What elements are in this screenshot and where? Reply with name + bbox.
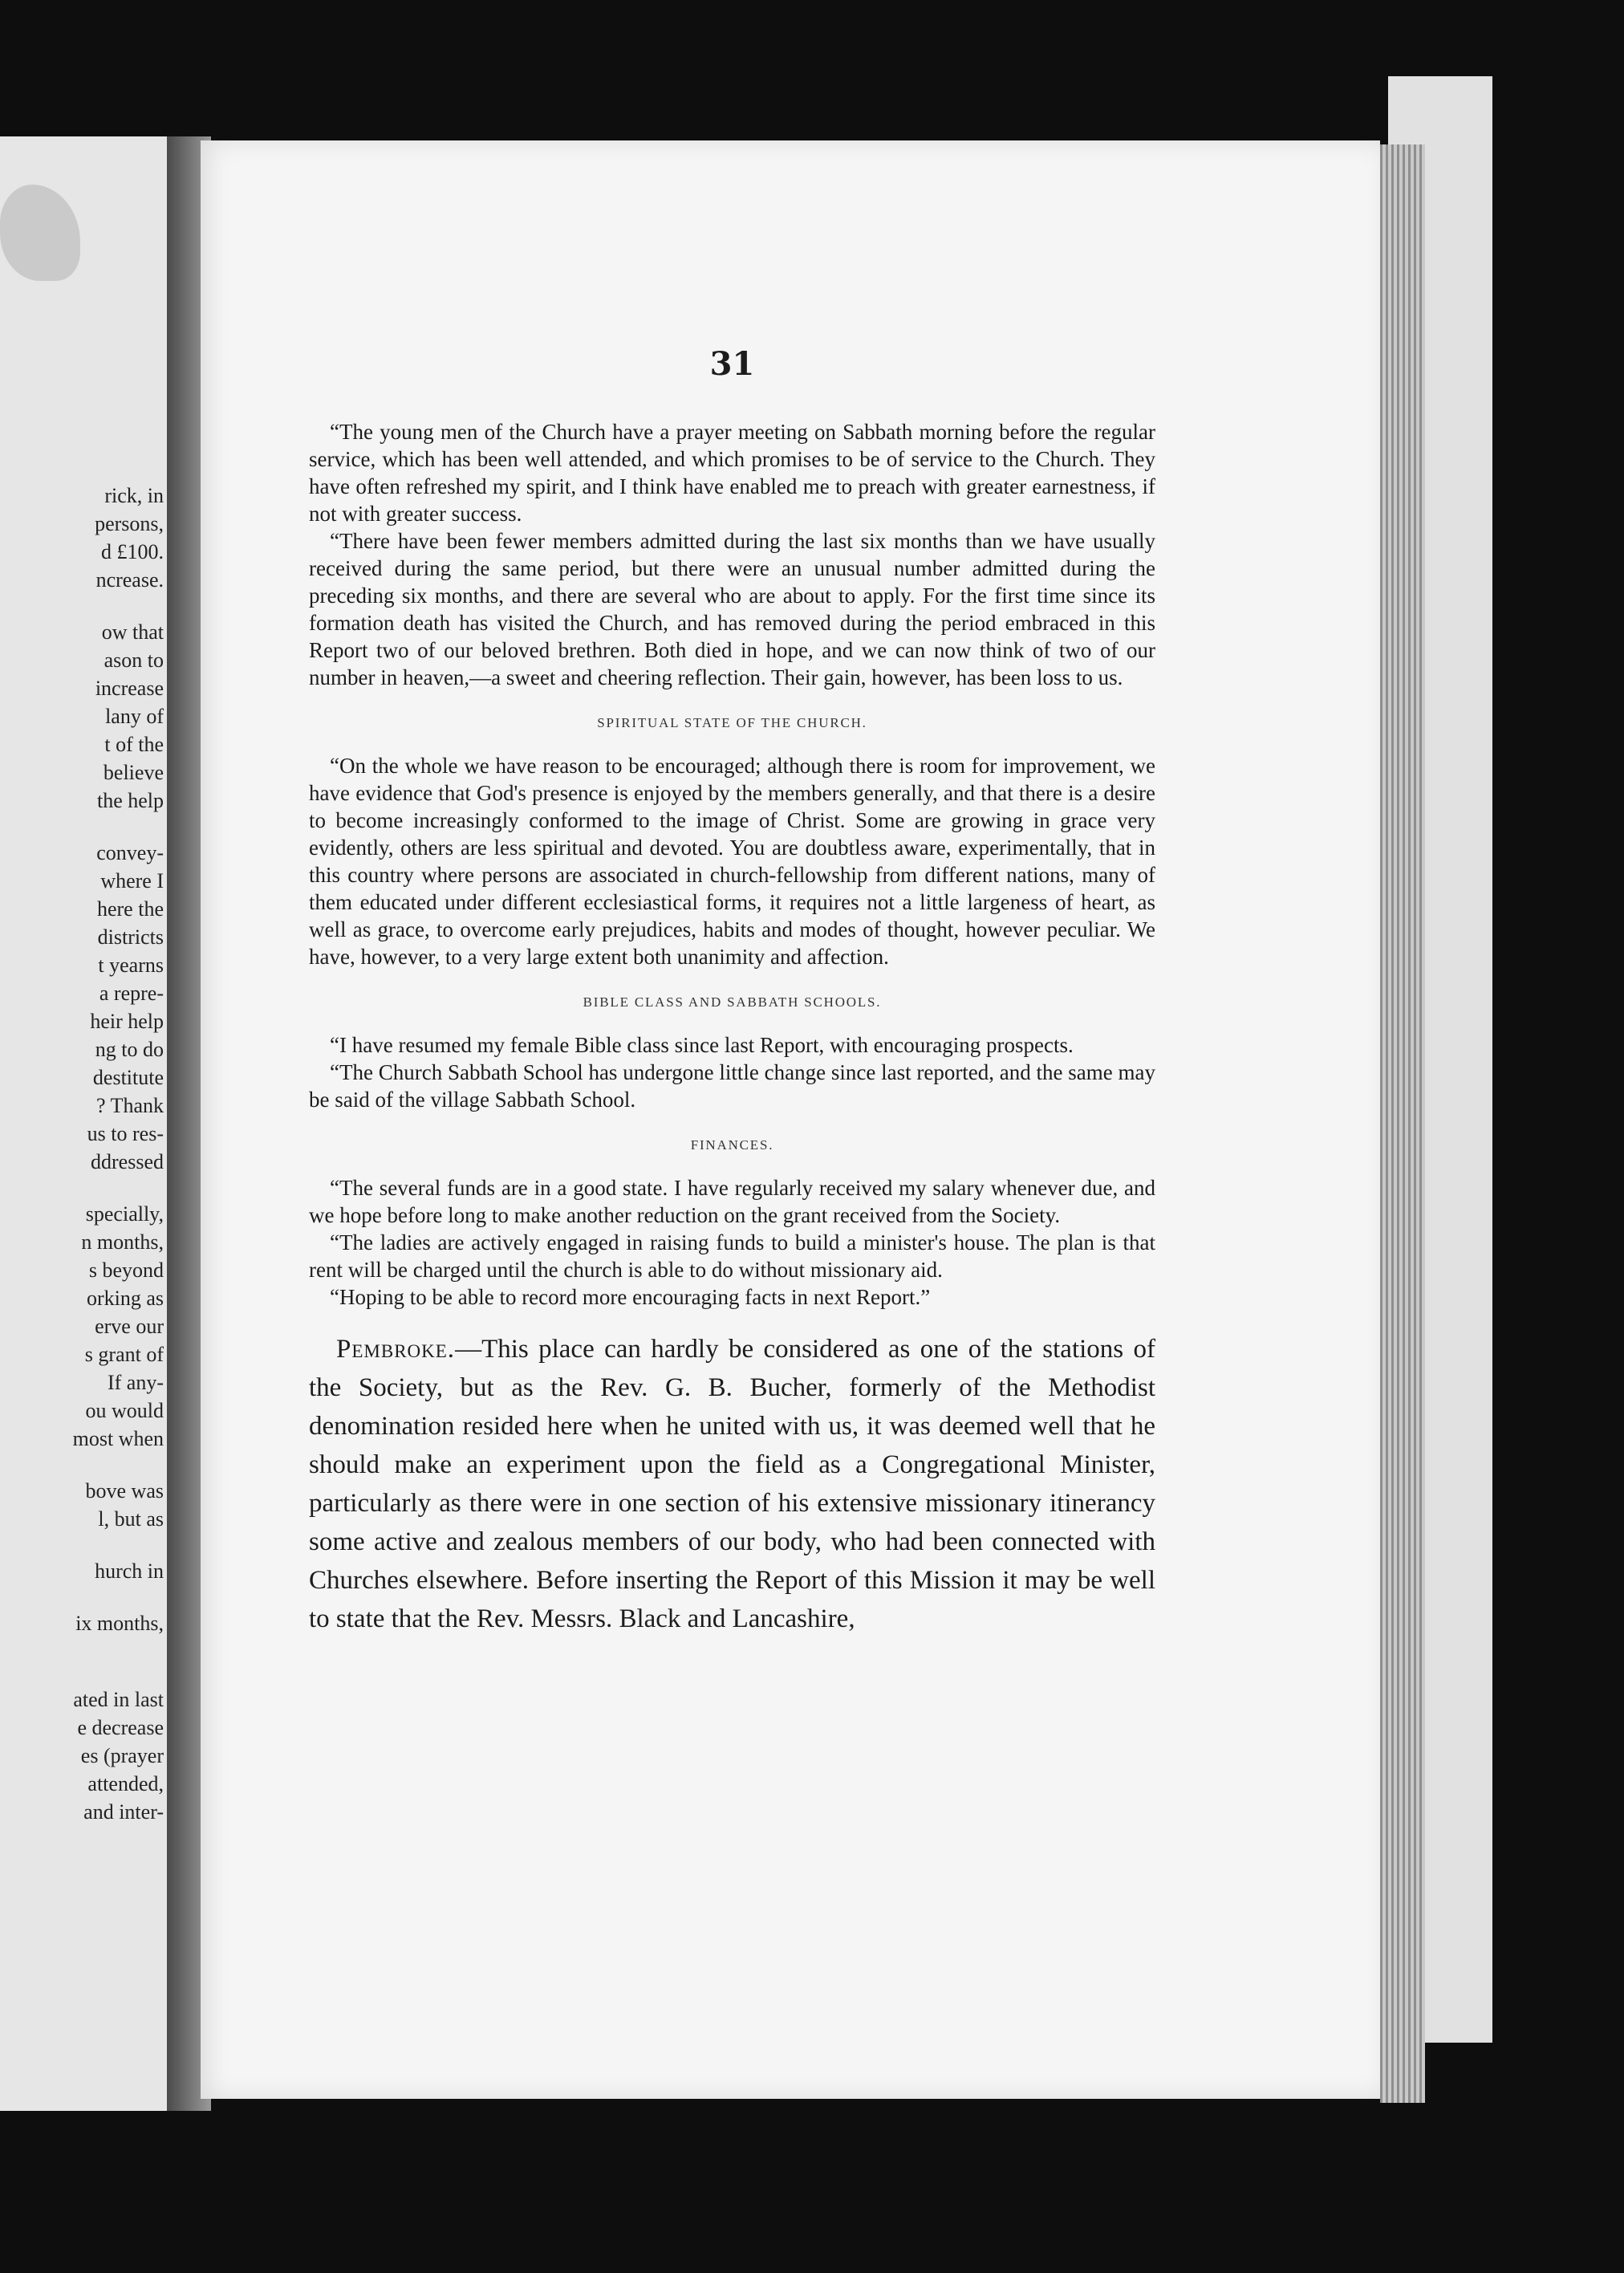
- left-page-gap: [0, 1176, 168, 1200]
- left-page-line: ng to do: [95, 1038, 164, 1061]
- left-page-line: rick, in: [104, 484, 164, 507]
- left-page-line: t of the: [104, 733, 164, 756]
- left-page-line: lany of: [105, 705, 164, 728]
- report-paragraph: “On the whole we have reason to be encouraged; although there is room for improvement, we have evidence that God's presence is enjoyed by the members generally, and that there is a desire to become increasingly conformed to the image of Christ. Some are growing in grace very evidently, others are less spiritual and devoted. You are doubtless aware, experimentally, that in this country where persons are associated in church-fellowship from different nations, many of them educated under different ecclesiastical forms, it requires not a little largeness of heart, as well as grace, to overcome early prejudices, habits and modes of thought, however peculiar. We have, however, to a very large extent both unanimity and affection.: [309, 754, 1155, 969]
- left-page-line: the help: [96, 789, 164, 812]
- left-page-line: specially,: [85, 1202, 164, 1226]
- left-page-gap: [0, 815, 168, 839]
- report-paragraph: “The Church Sabbath School has undergone little change since last reported, and the same may be said of the village Sabbath School.: [309, 1060, 1155, 1112]
- pembroke-text: —This place can hardly be considered as one of the stations of the Society, but as the Rev. G. B. Bucher, formerly of the Methodist denomination resided here when he united with us, it was deemed well that he should make an experiment upon the field as a Congregational Minister, particularly as there were in one section of his extensive missionary itinerancy some active and zealous members of our body, who had been connected with Churches elsewhere. Before inserting the Report of this Mission it may be well to state that the Rev. Messrs. Black and Lancashire,: [309, 1335, 1155, 1633]
- report-paragraph: “The young men of the Church have a prayer meeting on Sabbath morning before the regular service, which has been well attended, and which promises to be of service to the Church. They have often refreshed my spirit, and I think have enabled me to preach with greater earnestness, if not with greater success.: [309, 420, 1155, 526]
- left-page-line: es (prayer: [80, 1744, 164, 1767]
- left-page-gap: [0, 1585, 168, 1609]
- page-edges: [1380, 144, 1425, 2103]
- left-page-line: l, but as: [98, 1507, 164, 1531]
- report-paragraphs-2: [309, 752, 1155, 970]
- report-paragraph: “Hoping to be able to record more encouraging facts in next Report.”: [330, 1285, 931, 1309]
- report-paragraph: “There have been fewer members admitted during the last six months than we have usually received during the same period, but there were an unusual number admitted during the preceding six months, and there are several who are about to apply. For the first time since its formation death has visited the Church, and has removed during the period embraced in this Report two of our beloved brethren. Both died in hope, and we can now think of two of our number in heaven,—a sweet and cheering reflection. Their gain, however, has been loss to us.: [309, 529, 1155, 689]
- report-paragraphs-1: [309, 418, 1155, 691]
- left-page-line: believe: [103, 761, 164, 784]
- left-page-line: most when: [72, 1427, 164, 1450]
- left-page-line: where I: [100, 869, 164, 893]
- left-page-line: orking as: [86, 1287, 164, 1310]
- left-page-line: s beyond: [88, 1258, 164, 1282]
- left-facing-page: [0, 136, 185, 2111]
- left-page-line: ncrease.: [95, 568, 164, 592]
- pembroke-paragraph: [309, 1330, 1155, 1638]
- left-page-line: persons,: [95, 512, 164, 535]
- left-page-gap: [0, 1453, 168, 1477]
- page-number: 31: [709, 345, 755, 383]
- left-page-gap: [0, 594, 168, 618]
- left-page-line: s grant of: [84, 1343, 164, 1366]
- left-page-line: destitute: [92, 1066, 164, 1089]
- left-page-gap: [0, 1661, 168, 1685]
- left-page-line: t yearns: [98, 954, 164, 977]
- left-page-line: n months,: [81, 1230, 164, 1254]
- left-page-line: here the: [96, 897, 164, 921]
- left-page-gap: [0, 1637, 168, 1661]
- left-page-line: ason to: [104, 649, 164, 672]
- binding-clip-shape: [0, 185, 80, 281]
- left-page-line: heir help: [90, 1010, 164, 1033]
- left-page-line: us to res-: [87, 1122, 164, 1145]
- report-paragraphs-3: [309, 1031, 1155, 1113]
- left-page-text: [0, 482, 168, 1826]
- left-page-line: ddressed: [91, 1150, 164, 1173]
- left-page-gap: [0, 1533, 168, 1557]
- report-paragraphs-4: [309, 1174, 1155, 1311]
- left-page-line: and inter-: [83, 1800, 164, 1824]
- heading-finances: FINANCES.: [690, 1137, 774, 1153]
- left-page-line: ou would: [85, 1399, 164, 1422]
- left-page-line: a repre-: [99, 982, 164, 1005]
- report-paragraph: “I have resumed my female Bible class since last Report, with encouraging prospects.: [330, 1033, 1074, 1057]
- left-page-line: hurch in: [95, 1559, 164, 1583]
- left-page-line: bove was: [85, 1479, 164, 1502]
- left-page-line: increase: [95, 677, 164, 700]
- left-page-line: ated in last: [73, 1688, 164, 1711]
- left-page-line: convey-: [96, 841, 164, 864]
- left-page-line: If any-: [107, 1371, 164, 1394]
- heading-bible-class: BIBLE CLASS AND SABBATH SCHOOLS.: [583, 994, 882, 1010]
- left-page-line: attended,: [87, 1772, 164, 1795]
- left-page-line: erve our: [95, 1315, 164, 1338]
- heading-spiritual-state: SPIRITUAL STATE OF THE CHURCH.: [597, 715, 867, 730]
- left-page-line: ix months,: [75, 1612, 164, 1635]
- left-page-line: ? Thank: [96, 1094, 164, 1117]
- left-page-line: d £100.: [101, 540, 164, 563]
- left-page-line: districts: [97, 925, 164, 949]
- left-page-line: ow that: [101, 620, 164, 644]
- left-page-line: e decrease: [77, 1716, 164, 1739]
- report-paragraph: “The ladies are actively engaged in raising funds to build a minister's house. The plan is that rent will be charged until the church is able to do without missionary aid.: [309, 1230, 1155, 1282]
- report-paragraph: “The several funds are in a good state. I have regularly received my salary whenever due, and we hope before long to make another reduction on the grant received from the Society.: [309, 1176, 1155, 1227]
- pembroke-lead: Pembroke.: [336, 1335, 456, 1364]
- page-content: [309, 345, 1155, 1638]
